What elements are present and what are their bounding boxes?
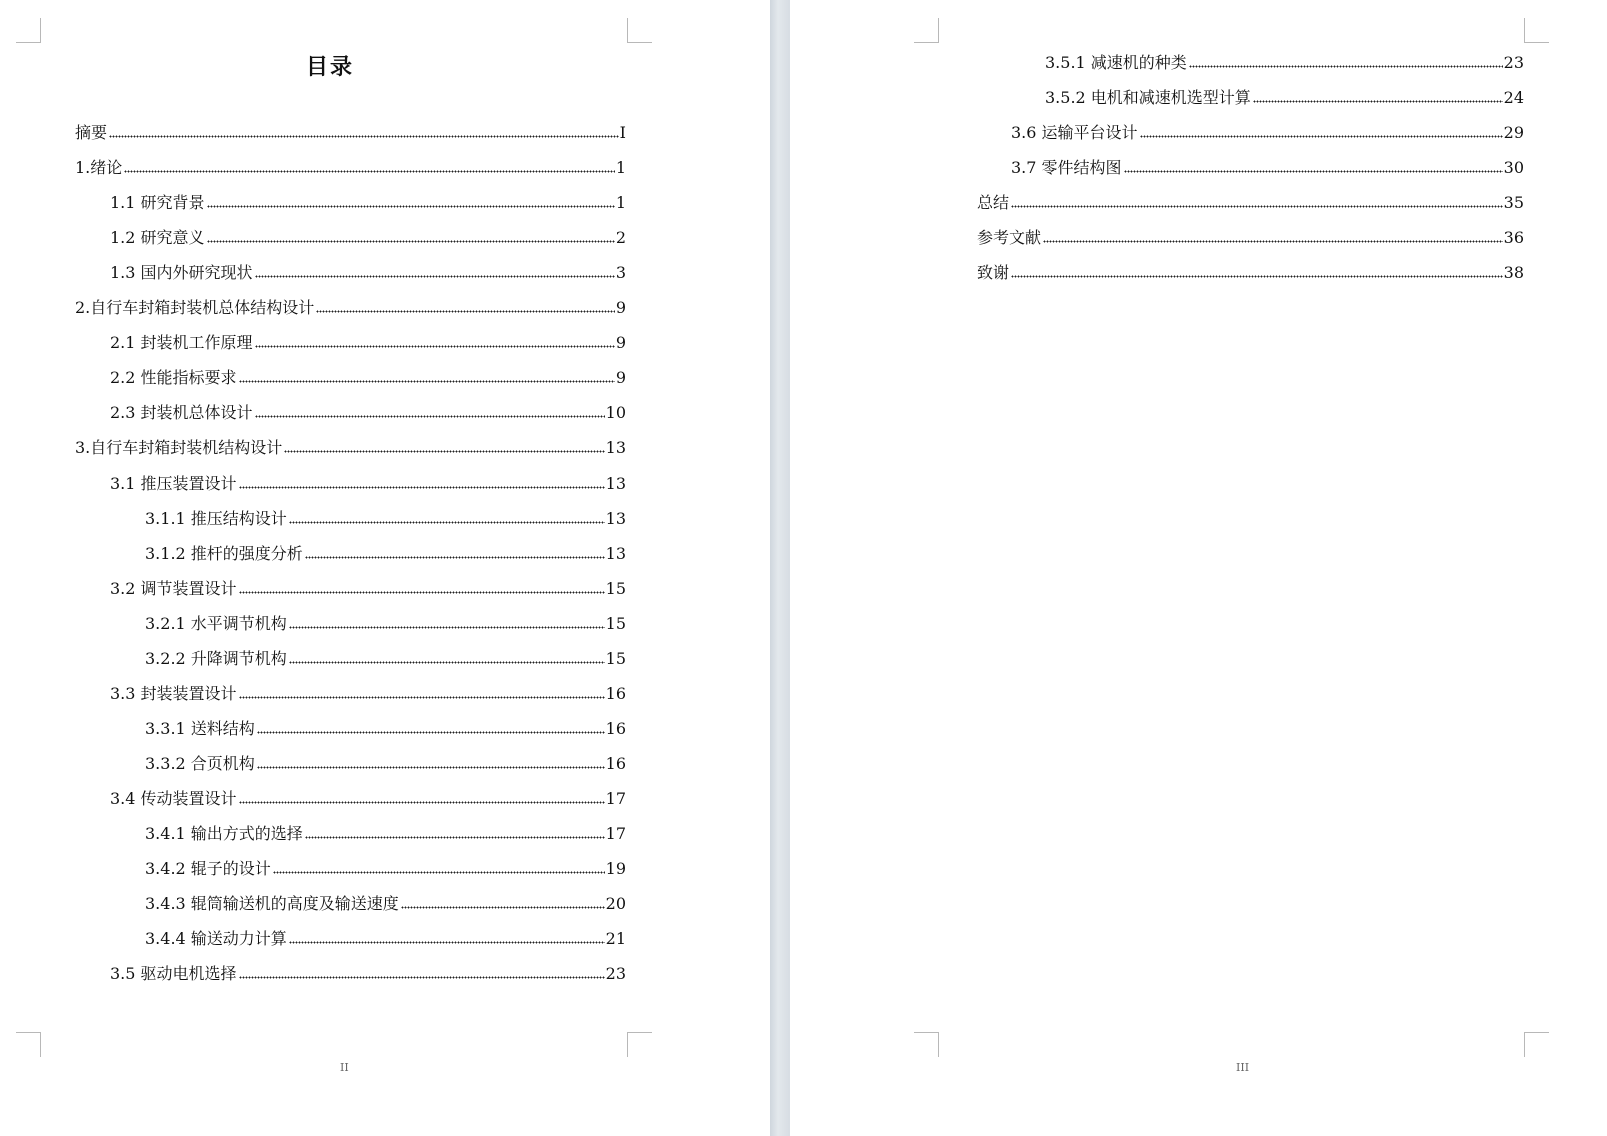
toc-dot-leader	[284, 449, 604, 454]
toc-entry-label: 3.4.3 辊筒输送机的高度及输送速度	[145, 894, 399, 914]
toc-entry-page-number: 3	[615, 263, 626, 283]
toc-entry-label: 3.1.1 推压结构设计	[145, 508, 287, 528]
toc-dot-leader	[255, 344, 615, 349]
toc-dot-leader	[239, 485, 605, 490]
toc-entry-page-number: 38	[1503, 263, 1524, 283]
toc-dot-leader	[239, 379, 615, 384]
margin-corner-mark	[914, 18, 939, 43]
right-page	[790, 0, 1607, 1136]
toc-entry[interactable]	[145, 648, 626, 670]
margin-corner-mark	[627, 1032, 652, 1057]
left-page	[0, 0, 770, 1136]
toc-entry-page-number: 21	[605, 929, 626, 949]
toc-dot-leader	[305, 555, 605, 560]
toc-dot-leader	[289, 625, 605, 630]
toc-entry-page-number: 16	[605, 683, 626, 703]
toc-dot-leader	[1189, 64, 1503, 69]
toc-entry-label: 3.自行车封箱封装机结构设计	[75, 438, 283, 458]
toc-entry-label: 3.2.2 升降调节机构	[145, 648, 287, 668]
toc-title: 目录	[305, 55, 354, 80]
toc-entry-label: 2.2 性能指标要求	[110, 368, 237, 388]
toc-entry-page-number: 36	[1503, 228, 1524, 248]
toc-entry[interactable]	[75, 157, 626, 179]
toc-dot-leader	[1124, 169, 1503, 174]
toc-entry[interactable]	[110, 473, 626, 495]
toc-dot-leader	[273, 870, 605, 875]
toc-entry-page-number: 13	[605, 508, 626, 528]
toc-dot-leader	[109, 134, 619, 139]
toc-entry[interactable]	[145, 718, 626, 740]
toc-entry[interactable]	[145, 823, 626, 845]
toc-dot-leader	[257, 730, 605, 735]
toc-entry-page-number: 10	[605, 403, 626, 423]
toc-entry-page-number: 13	[605, 543, 626, 563]
margin-corner-mark	[1524, 1032, 1549, 1057]
toc-dot-leader	[1253, 99, 1503, 104]
toc-entry-page-number: 1	[615, 193, 626, 213]
toc-dot-leader	[305, 835, 605, 840]
toc-entry-label: 3.3 封装装置设计	[110, 683, 237, 703]
toc-entry-label: 3.2.1 水平调节机构	[145, 613, 287, 633]
toc-entry[interactable]	[110, 367, 626, 389]
page-number-right: III	[1236, 1061, 1250, 1074]
toc-entry-page-number: 9	[615, 368, 626, 388]
toc-entry[interactable]	[145, 543, 626, 565]
toc-dot-leader	[239, 975, 605, 980]
toc-entry[interactable]	[110, 402, 626, 424]
toc-entry-label: 3.4 传动装置设计	[110, 788, 237, 808]
toc-entry[interactable]	[75, 437, 626, 459]
toc-entry-page-number: 9	[615, 333, 626, 353]
toc-entry-page-number: 9	[615, 298, 626, 318]
toc-entry-label: 3.4.1 输出方式的选择	[145, 824, 303, 843]
page-gutter	[770, 0, 790, 1136]
toc-entry-label: 3.5 驱动电机选择	[110, 964, 237, 984]
toc-entry-page-number: 20	[605, 894, 626, 914]
toc-entry-page-number: 16	[605, 718, 626, 738]
toc-entry-page-number: 2	[615, 228, 626, 248]
toc-entry[interactable]	[75, 297, 626, 319]
toc-entry-label: 2.1 封装机工作原理	[110, 333, 253, 353]
margin-corner-mark	[1524, 18, 1549, 43]
toc-entry-label: 3.5.1 减速机的种类	[1045, 53, 1187, 72]
toc-dot-leader	[289, 520, 605, 525]
toc-entry[interactable]	[110, 788, 626, 810]
toc-entry-label: 3.3.1 送料结构	[145, 718, 255, 738]
toc-dot-leader	[1043, 239, 1503, 244]
toc-entry[interactable]	[145, 928, 626, 950]
toc-dot-leader	[124, 169, 615, 174]
toc-entry-page-number: 17	[605, 824, 626, 843]
toc-entry-label: 2.3 封装机总体设计	[110, 403, 253, 423]
margin-corner-mark	[16, 18, 41, 43]
toc-entry[interactable]	[110, 332, 626, 354]
toc-dot-leader	[239, 590, 605, 595]
toc-dot-leader	[255, 414, 605, 419]
toc-dot-leader	[207, 239, 615, 244]
toc-entry-label: 3.7 零件结构图	[1011, 158, 1122, 178]
toc-entry-label: 3.1 推压装置设计	[110, 473, 237, 493]
toc-entry-page-number: 15	[605, 578, 626, 598]
toc-entry-page-number: 16	[605, 753, 626, 773]
toc-entry[interactable]	[110, 683, 626, 705]
toc-entry[interactable]	[1045, 87, 1524, 109]
toc-dot-leader	[257, 765, 605, 770]
toc-entry-page-number: 15	[605, 648, 626, 668]
toc-dot-leader	[289, 660, 605, 665]
toc-entry[interactable]	[145, 753, 626, 775]
toc-entry[interactable]	[75, 122, 626, 144]
toc-dot-leader	[1011, 204, 1503, 209]
toc-entry-page-number: 1	[615, 158, 626, 178]
toc-entry[interactable]	[110, 227, 626, 249]
toc-entry-label: 2.自行车封箱封装机总体结构设计	[75, 298, 315, 318]
toc-entry[interactable]	[1011, 157, 1524, 179]
toc-dot-leader	[289, 940, 605, 945]
toc-entry[interactable]	[977, 262, 1524, 284]
toc-entry-label: 参考文献	[977, 228, 1042, 248]
toc-dot-leader	[255, 274, 615, 279]
toc-dot-leader	[1011, 274, 1503, 279]
margin-corner-mark	[914, 1032, 939, 1057]
toc-entry-page-number: 23	[605, 964, 626, 984]
toc-entry-page-number: 13	[605, 473, 626, 493]
toc-entry-page-number: 24	[1503, 88, 1524, 108]
toc-entry-page-number: I	[619, 123, 626, 142]
toc-entry-label: 3.4.4 输送动力计算	[145, 929, 287, 949]
toc-dot-leader	[1140, 134, 1503, 139]
toc-entry-page-number: 35	[1503, 193, 1524, 213]
toc-entry[interactable]	[110, 578, 626, 600]
toc-entry-label: 致谢	[977, 263, 1010, 283]
toc-entry-label: 摘要	[75, 123, 108, 142]
toc-entry-label: 3.4.2 辊子的设计	[145, 859, 271, 879]
toc-dot-leader	[207, 204, 615, 209]
toc-dot-leader	[239, 695, 605, 700]
toc-entry-page-number: 23	[1503, 53, 1524, 72]
toc-entry-label: 3.5.2 电机和减速机选型计算	[1045, 88, 1251, 108]
toc-entry-label: 1.3 国内外研究现状	[110, 263, 253, 283]
toc-entry[interactable]	[1011, 122, 1524, 144]
toc-entry-label: 3.6 运输平台设计	[1011, 123, 1138, 143]
toc-entry-label: 3.2 调节装置设计	[110, 578, 237, 598]
toc-entry-page-number: 30	[1503, 158, 1524, 178]
toc-entry-label: 3.1.2 推杆的强度分析	[145, 543, 303, 563]
toc-entry-label: 1.2 研究意义	[110, 228, 205, 248]
margin-corner-mark	[627, 18, 652, 43]
toc-entry-label: 总结	[977, 193, 1010, 213]
toc-dot-leader	[401, 905, 605, 910]
page-number-left: II	[340, 1061, 349, 1074]
toc-entry[interactable]	[145, 858, 626, 880]
toc-entry-page-number: 15	[605, 613, 626, 633]
toc-entry[interactable]	[977, 192, 1524, 214]
toc-entry-page-number: 17	[605, 788, 626, 808]
toc-entry[interactable]	[110, 963, 626, 985]
toc-dot-leader	[239, 800, 605, 805]
toc-entry-page-number: 13	[605, 438, 626, 458]
margin-corner-mark	[16, 1032, 41, 1057]
toc-entry[interactable]	[110, 192, 626, 214]
toc-entry-label: 3.3.2 合页机构	[145, 753, 255, 773]
toc-entry[interactable]	[145, 893, 626, 915]
toc-entry[interactable]	[145, 613, 626, 635]
toc-dot-leader	[316, 309, 615, 314]
toc-entry-label: 1.1 研究背景	[110, 193, 205, 213]
toc-entry[interactable]	[110, 262, 626, 284]
toc-entry[interactable]	[145, 508, 626, 530]
toc-entry[interactable]	[1045, 52, 1524, 74]
toc-entry[interactable]	[977, 227, 1524, 249]
toc-entry-page-number: 29	[1503, 123, 1524, 143]
toc-entry-page-number: 19	[605, 859, 626, 879]
toc-entry-label: 1.绪论	[75, 158, 123, 178]
